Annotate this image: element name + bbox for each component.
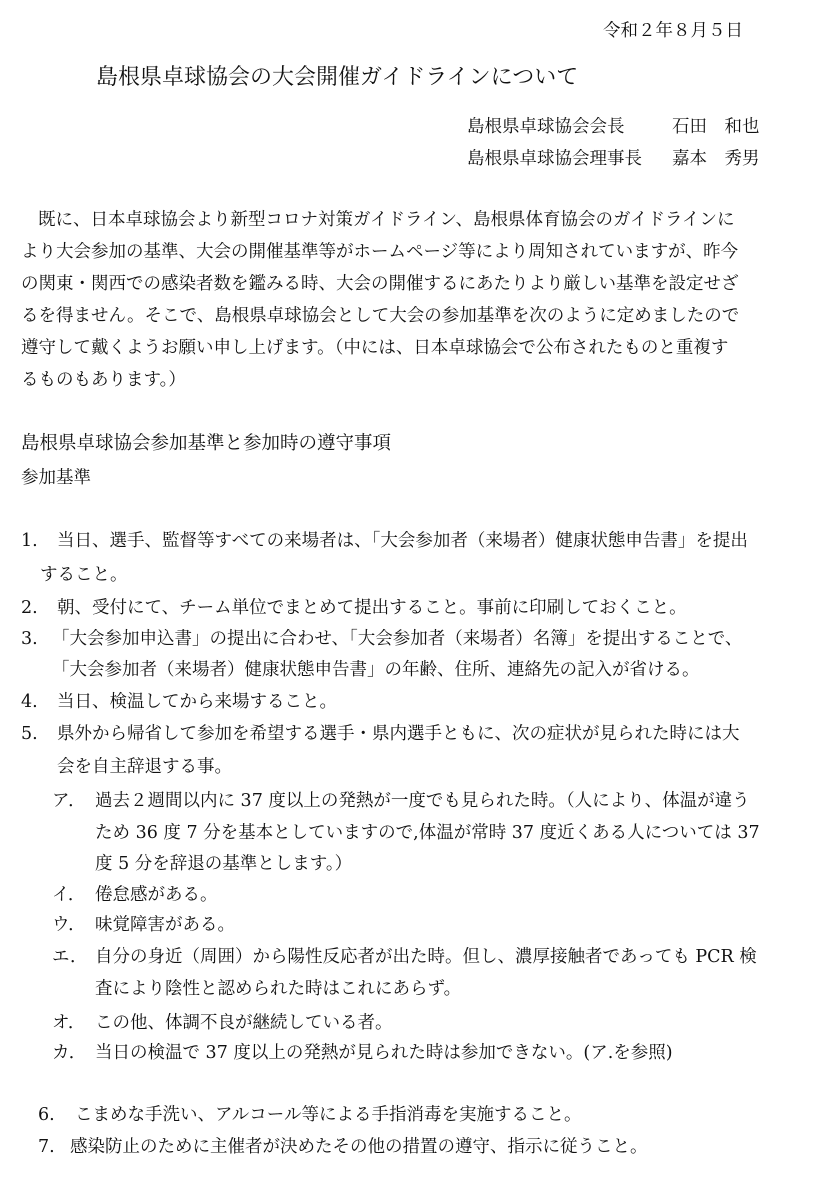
sub-item-text: 自分の身近（周囲）から陽性反応者が出た時。但し、濃厚接触者であっても PCR 検 — [95, 947, 757, 967]
list-item-number: 3. — [21, 629, 38, 649]
sub-item-text: この他、体調不良が継続している者。 — [95, 1013, 393, 1033]
sub-item-text: 過去２週間以内に 37 度以上の発熱が一度でも見られた時。（人により、体温が違う — [95, 791, 750, 811]
sub-item-label: オ． — [52, 1013, 86, 1033]
sub-item-text: 度 5 分を辞退の基準とします。） — [95, 854, 353, 874]
document-title: 島根県卓球協会の大会開催ガイドラインについて — [96, 65, 579, 90]
list-item-number: 5. — [21, 724, 38, 744]
sub-item-text: 味覚障害がある。 — [95, 915, 235, 935]
list-item-number: 6. — [38, 1105, 55, 1125]
signatory-role: 島根県卓球協会会長 — [467, 117, 625, 137]
intro-line: の関東・関西での感染者数を鑑みる時、大会の開催するにあたりより厳しい基準を設定せざ — [21, 274, 739, 294]
intro-line: 既に、日本卓球協会より新型コロナ対策ガイドライン、島根県体育協会のガイドラインに — [38, 210, 735, 230]
list-item-number: 2. — [21, 598, 38, 618]
sub-item-label: カ． — [52, 1043, 87, 1063]
list-item-text: 当日、選手、監督等すべての来場者は、「大会参加者（来場者）健康状態申告書」を提出 — [57, 531, 748, 551]
signatory-name: 嘉本 秀男 — [672, 149, 760, 169]
intro-line: るものもあります。） — [21, 370, 186, 390]
list-item-number: 4. — [21, 692, 38, 712]
sub-item-text: 査により陰性と認められた時はこれにあらず。 — [95, 979, 462, 999]
signatory-role: 島根県卓球協会理事長 — [467, 149, 642, 169]
list-item-text: 当日、検温してから来場すること。 — [57, 692, 337, 712]
sub-item-text: 当日の検温で 37 度以上の発熱が見られた時は参加できない。(ア.を参照) — [95, 1043, 673, 1063]
signatory-president — [467, 116, 760, 139]
list-item-text: 朝、受付にて、チーム単位でまとめて提出すること。事前に印刷しておくこと。 — [57, 598, 687, 618]
document-date: 令和２年８月５日 — [603, 21, 743, 41]
intro-line: 遵守して戴くようお願い申し上げます。（中には、日本卓球協会で公布されたものと重複す — [21, 338, 729, 358]
list-item-text: すること。 — [40, 565, 128, 585]
sub-item-label: エ． — [52, 947, 88, 967]
list-item-text: 「大会参加申込書」の提出に合わせ、「大会参加者（来場者）名簿」を提出することで、 — [52, 629, 743, 649]
list-item-text: 感染防止のために主催者が決めたその他の措置の遵守、指示に従うこと。 — [70, 1137, 648, 1157]
signatory-chairman — [467, 148, 760, 171]
sub-item-text: ため 36 度 7 分を基本としていますので,体温が常時 37 度近くある人については 37 — [95, 823, 760, 843]
list-item-number: 1. — [21, 531, 38, 551]
intro-line: より大会参加の基準、大会の開催基準等がホームページ等により周知されていますが、昨今 — [21, 242, 739, 262]
list-item-text: こまめな手洗い、アルコール等による手指消毒を実施すること。 — [75, 1105, 582, 1125]
signatory-name: 石田 和也 — [672, 117, 760, 137]
subsection-heading: 参加基準 — [21, 468, 91, 488]
list-item-text: 「大会参加者（来場者）健康状態申告書」の年齢、住所、連絡先の記入が省ける。 — [52, 660, 700, 680]
list-item-text: 会を自主辞退する事。 — [57, 757, 232, 777]
sub-item-label: ウ． — [52, 915, 86, 935]
list-item-number: 7. — [38, 1137, 55, 1157]
section-heading: 島根県卓球協会参加基準と参加時の遵守事項 — [21, 433, 392, 454]
intro-line: るを得ません。そこで、島根県卓球協会として大会の参加基準を次のように定めましたので — [21, 306, 740, 326]
sub-item-label: ア． — [52, 791, 86, 811]
intro-paragraph — [21, 204, 821, 396]
list-item-text: 県外から帰省して参加を希望する選手・県内選手ともに、次の症状が見られた時には大 — [57, 724, 740, 744]
sub-item-text: 倦怠感がある。 — [95, 885, 218, 905]
sub-item-label: イ． — [52, 885, 86, 905]
